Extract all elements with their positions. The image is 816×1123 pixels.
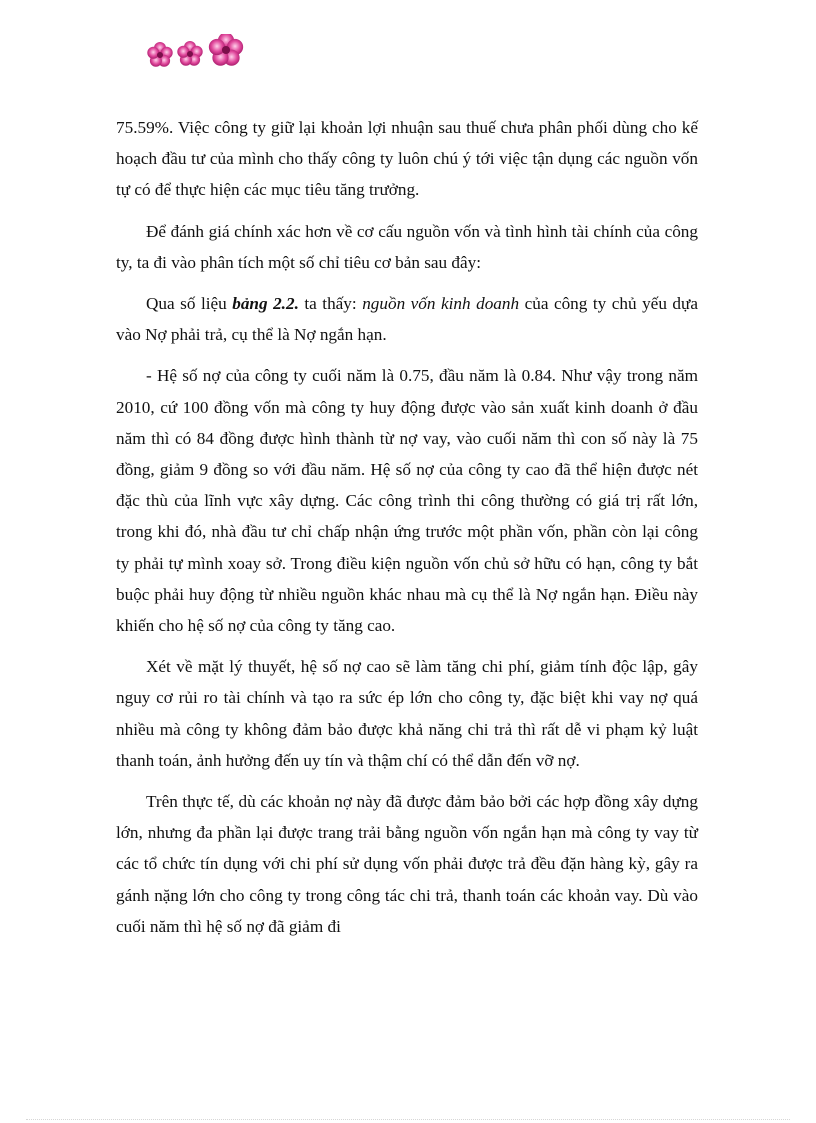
paragraph-1: 75.59%. Việc công ty giữ lại khoản lợi nhuận sau thuế chưa phân phối dùng cho kế hoạch đầu tư của mình cho thấy công ty luôn chú ý tới việc tận dụng các nguồn vốn tự có để thực hiện các mục tiêu tăng trưởng. bbox=[116, 118, 698, 200]
table-reference: bảng 2.2. bbox=[232, 294, 299, 314]
flower-icon bbox=[147, 42, 172, 67]
flower-icon bbox=[177, 41, 202, 66]
paragraph-3-text-b: ta thấy: bbox=[298, 294, 363, 314]
body-text bbox=[116, 112, 698, 952]
paragraph-5: Xét về mặt lý thuyết, hệ số nợ cao sẽ làm tăng chi phí, giảm tính độc lập, gây nguy cơ rủi ro tài chính và tạo ra sức ép lớn cho công ty, đặc biệt khi vay nợ quá nhiều mà công ty không đảm bảo được khả năng chi trả thì rất dễ vi phạm kỷ luật thanh toán, ảnh hưởng đến uy tín và thậm chí có thể dẫn đến vỡ nợ. bbox=[116, 657, 698, 770]
italic-term: nguồn vốn kinh doanh bbox=[362, 294, 520, 314]
paragraph-3-text-c: của công ty chủ yếu dựa vào Nợ phải trả, cụ thể là Nợ ngắn hạn. bbox=[116, 294, 698, 345]
flower-icon bbox=[209, 34, 243, 66]
paragraph-4: - Hệ số nợ của công ty cuối năm là 0.75, đầu năm là 0.84. Như vậy trong năm 2010, cứ 100 đồng vốn mà công ty huy động được vào sản xuất kinh doanh ở đầu năm thì có 84 đồng được hình thành từ nợ vay, vào cuối năm thì con số này là 75 đồng, giảm 9 đồng so với đầu năm. Hệ số nợ của công ty cao đã thể hiện được nét đặc thù của lĩnh vực xây dựng. Các công trình thi công thường có giá trị rất lớn, trong khi đó, nhà đầu tư chỉ chấp nhận ứng trước một phần vốn, phần còn lại công ty phải tự mình xoay sở. Trong điều kiện nguồn vốn chủ sở hữu có hạn, công ty bắt buộc phải huy động từ nhiều nguồn khác nhau mà cụ thể là Nợ ngắn hạn. Điều này khiến cho hệ số nợ của công ty tăng cao. bbox=[116, 366, 698, 636]
paragraph-2: Để đánh giá chính xác hơn về cơ cấu nguồn vốn và tình hình tài chính của công ty, ta đi vào phân tích một số chỉ tiêu cơ bản sau đây: bbox=[116, 221, 698, 272]
paragraph-6: Trên thực tế, dù các khoản nợ này đã được đảm bảo bởi các hợp đồng xây dựng lớn, nhưng đa phần lại được trang trải bằng nguồn vốn ngắn hạn mà công ty vay từ các tổ chức tín dụng với chi phí sử dụng vốn phải được trả đều đặn hàng kỳ, gây ra gánh nặng lớn cho công ty trong công tác chi trả, thanh toán các khoản vay. Dù vào cuối năm thì hệ số nợ đã giảm đi bbox=[116, 792, 698, 936]
paragraph-3 bbox=[116, 288, 698, 350]
three-pink-flowers-icon bbox=[143, 34, 249, 68]
paragraph-3-text-a: Qua số liệu bbox=[146, 294, 233, 314]
page-bottom-divider bbox=[26, 1119, 790, 1120]
